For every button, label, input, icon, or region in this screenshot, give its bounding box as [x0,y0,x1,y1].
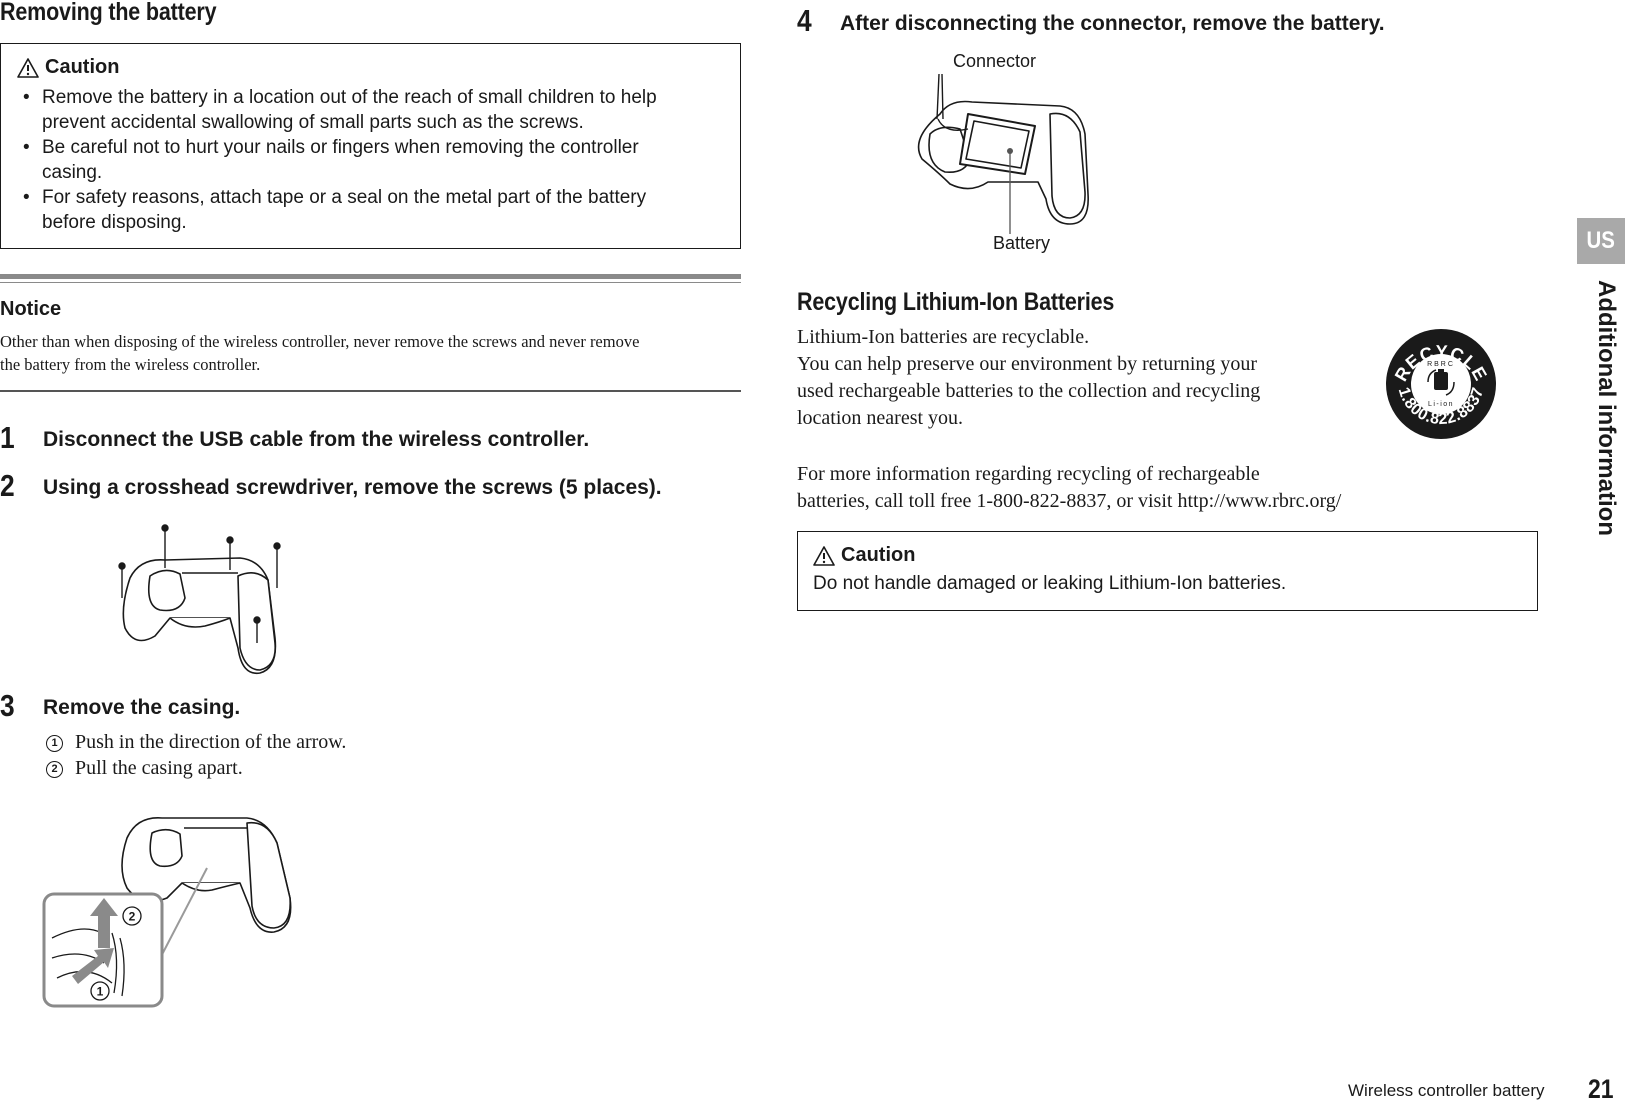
region-tab [1577,218,1625,264]
caution-heading [813,544,1522,567]
paragraph-line: For more information regarding recycling of rechargeable [797,463,1260,485]
step-number: 1 [0,420,15,455]
side-section-wrapper [1590,280,1620,580]
notice-line: the battery from the wireless controller. [0,355,261,374]
step-text: After disconnecting the connector, remove the battery. [840,12,1385,35]
battery-label: Battery [993,233,1051,253]
paragraph-line: Lithium-Ion batteries are recyclable. [797,326,1090,348]
casing-removal-figure [42,798,302,1020]
recycling-paragraph [797,324,1260,432]
notice-text [0,330,639,376]
step-number: 4 [797,3,812,38]
paragraph-line: batteries, call toll free 1-800-822-8837, or visit http://www.rbrc.org/ [797,490,1342,512]
warning-icon [813,546,835,566]
seal-chem-text: Li-ion [1427,401,1455,408]
paragraph-line: used rechargeable batteries to the collection and recycling [797,380,1261,402]
connector-label: Connector [953,51,1037,71]
notice-rule-thin [0,282,741,283]
caution-item [17,135,724,185]
step-text: Using a crosshead screwdriver, remove the screws (5 places). [43,476,662,499]
substep-text: Push in the direction of the arrow. [75,731,347,753]
battery-removal-figure [910,74,1095,234]
notice-line: Other than when disposing of the wireless controller, never remove the screws and never remove [0,332,640,351]
caution-item-line: Be careful not to hurt your nails or fingers when removing the controller [42,137,639,158]
substep-item [46,729,346,756]
step-number: 2 [0,468,15,503]
recycling-info [797,461,1341,515]
caution-box-lithium [797,531,1538,611]
substep-marker: 1 [46,735,63,752]
caution-item-line: For safety reasons, attach tape or a seal on the metal part of the battery [42,187,647,208]
caution-label: Caution [841,544,916,566]
substep-item [46,755,243,782]
step-text: Remove the casing. [43,696,241,719]
notice-heading: Notice [0,298,62,320]
caution-item [17,185,724,235]
section-title: Removing the battery [0,0,217,26]
caution-item-line: before disposing. [42,212,187,233]
notice-bottom-rule [0,390,741,392]
controller-screws-figure [110,518,300,680]
caution-label: Caution [45,56,120,78]
footer-title: Wireless controller battery [1348,1081,1545,1100]
seal-top-text: RECYCLE [1390,341,1492,385]
caution-item [17,85,724,135]
notice-rule-thick [0,274,741,279]
recycling-title: Recycling Lithium-Ion Batteries [797,288,1115,316]
caution-item-line: Remove the battery in a location out of the reach of small children to help [42,87,657,108]
caution-item-line: casing. [42,162,103,183]
figure-marker: 2 [128,909,136,924]
paragraph-line: You can help preserve our environment by returning your [797,353,1258,375]
seal-phone-text: 1.800.822.8837 [1394,385,1488,429]
figure-marker: 1 [96,984,104,999]
warning-icon [17,58,39,78]
paragraph-line: location nearest you. [797,407,964,429]
seal-org-text: RBRC [1427,361,1455,368]
rbrc-recycle-seal [1384,327,1498,441]
substep-text: Pull the casing apart. [75,757,243,779]
page-number: 21 [1588,1074,1614,1104]
caution-box [0,43,741,249]
caution-item-line: prevent accidental swallowing of small parts such as the screws. [42,112,584,133]
caution-heading [17,56,724,79]
caution-text: Do not handle damaged or leaking Lithium-Ion batteries. [813,573,1287,594]
substep-marker: 2 [46,761,63,778]
side-section-label: Additional information [1593,280,1620,536]
step-text: Disconnect the USB cable from the wireless controller. [43,428,590,451]
step-number: 3 [0,688,15,723]
caution-list [17,85,724,235]
region-tab-label: US [1586,227,1616,254]
